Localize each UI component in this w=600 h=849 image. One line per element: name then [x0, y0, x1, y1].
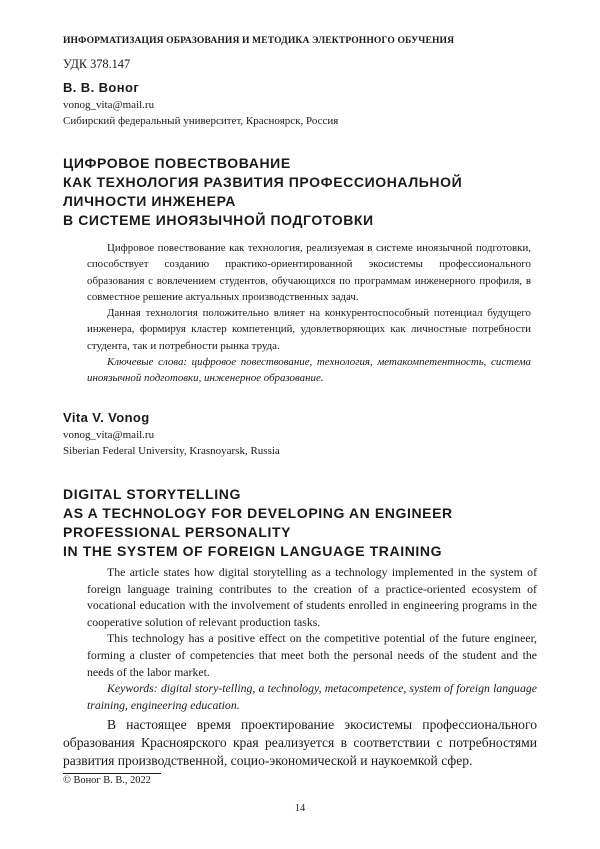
- title-line: PROFESSIONAL PERSONALITY: [63, 524, 292, 540]
- author-name-en: Vita V. Vonog: [63, 410, 150, 425]
- title-line: IN THE SYSTEM OF FOREIGN LANGUAGE TRAINING: [63, 543, 443, 559]
- keywords-en: Keywords: digital story-telling, a technology, metacompetence, system of foreign language training, engineering education.: [87, 681, 537, 712]
- abstract-en: [87, 564, 537, 713]
- page-number: 14: [294, 803, 306, 814]
- author-email-ru: vonog_vita@mail.ru: [63, 99, 155, 111]
- article-title-en: [63, 485, 453, 561]
- abstract-paragraph: This technology has a positive effect on the competitive potential of the future engineer, forming a cluster of competencies that meet both the personal needs of the student and the needs of the labor market.: [87, 631, 537, 679]
- footnote-rule: [63, 773, 161, 774]
- udk-code: УДК 378.147: [63, 57, 131, 71]
- abstract-paragraph: Цифровое повествование как технология, реализуемая в системе иноязычной подготовки, способствует созданию практико-ориентированной экосистемы профессионального образования с вовлечением студентов, обучающихся по программам инженерного профиля, в совместное решение актуальных производственных задач.: [87, 242, 531, 303]
- author-block-ru: [63, 80, 338, 129]
- keywords-ru: Ключевые слова: цифровое повествование, технология, метакомпетентность, система иноязычной подготовки, инженерное образование.: [87, 356, 531, 385]
- title-line: AS A TECHNOLOGY FOR DEVELOPING AN ENGINEER: [63, 505, 453, 521]
- author-email-en: vonog_vita@mail.ru: [63, 429, 155, 441]
- author-affiliation-ru: Сибирский федеральный университет, Красноярск, Россия: [63, 115, 339, 127]
- title-line: КАК ТЕХНОЛОГИЯ РАЗВИТИЯ ПРОФЕССИОНАЛЬНОЙ: [63, 174, 463, 190]
- running-head: ИНФОРМАТИЗАЦИЯ ОБРАЗОВАНИЯ И МЕТОДИКА ЭЛЕКТРОННОГО ОБУЧЕНИЯ: [63, 35, 455, 46]
- article-title-ru: [63, 154, 462, 230]
- copyright-note: © Воног В. В., 2022: [63, 775, 151, 786]
- author-block-en: [63, 410, 280, 459]
- title-line: В СИСТЕМЕ ИНОЯЗЫЧНОЙ ПОДГОТОВКИ: [63, 212, 374, 228]
- body-text: [63, 716, 537, 771]
- author-name-ru: В. В. Воног: [63, 80, 140, 95]
- title-line: ЛИЧНОСТИ ИНЖЕНЕРА: [63, 193, 237, 209]
- abstract-paragraph: Данная технология положительно влияет на конкурентоспособный потенциал будущего инженера, формируя кластер компетенций, удовлетворяющих как личностные потребности студента, так и потребности рынка труда.: [87, 307, 531, 352]
- abstract-paragraph: The article states how digital storytelling as a technology implemented in the system of foreign language training contributes to the creation of a practice-oriented ecosystem of vocational education with the involvement of students enrolled in engineering programs in the cooperative solution of relevant production tasks.: [87, 565, 537, 629]
- title-line: DIGITAL STORYTELLING: [63, 486, 241, 502]
- author-affiliation-en: Siberian Federal University, Krasnoyarsk, Russia: [63, 445, 280, 457]
- abstract-ru: [87, 240, 531, 387]
- body-paragraph: В настоящее время проектирование экосистемы профессионального образования Красноярского края реализуется в соответствии с потребностями развития производственной, социо-экономической и наукоемкой сфер.: [63, 717, 537, 769]
- title-line: ЦИФРОВОЕ ПОВЕСТВОВАНИЕ: [63, 155, 291, 171]
